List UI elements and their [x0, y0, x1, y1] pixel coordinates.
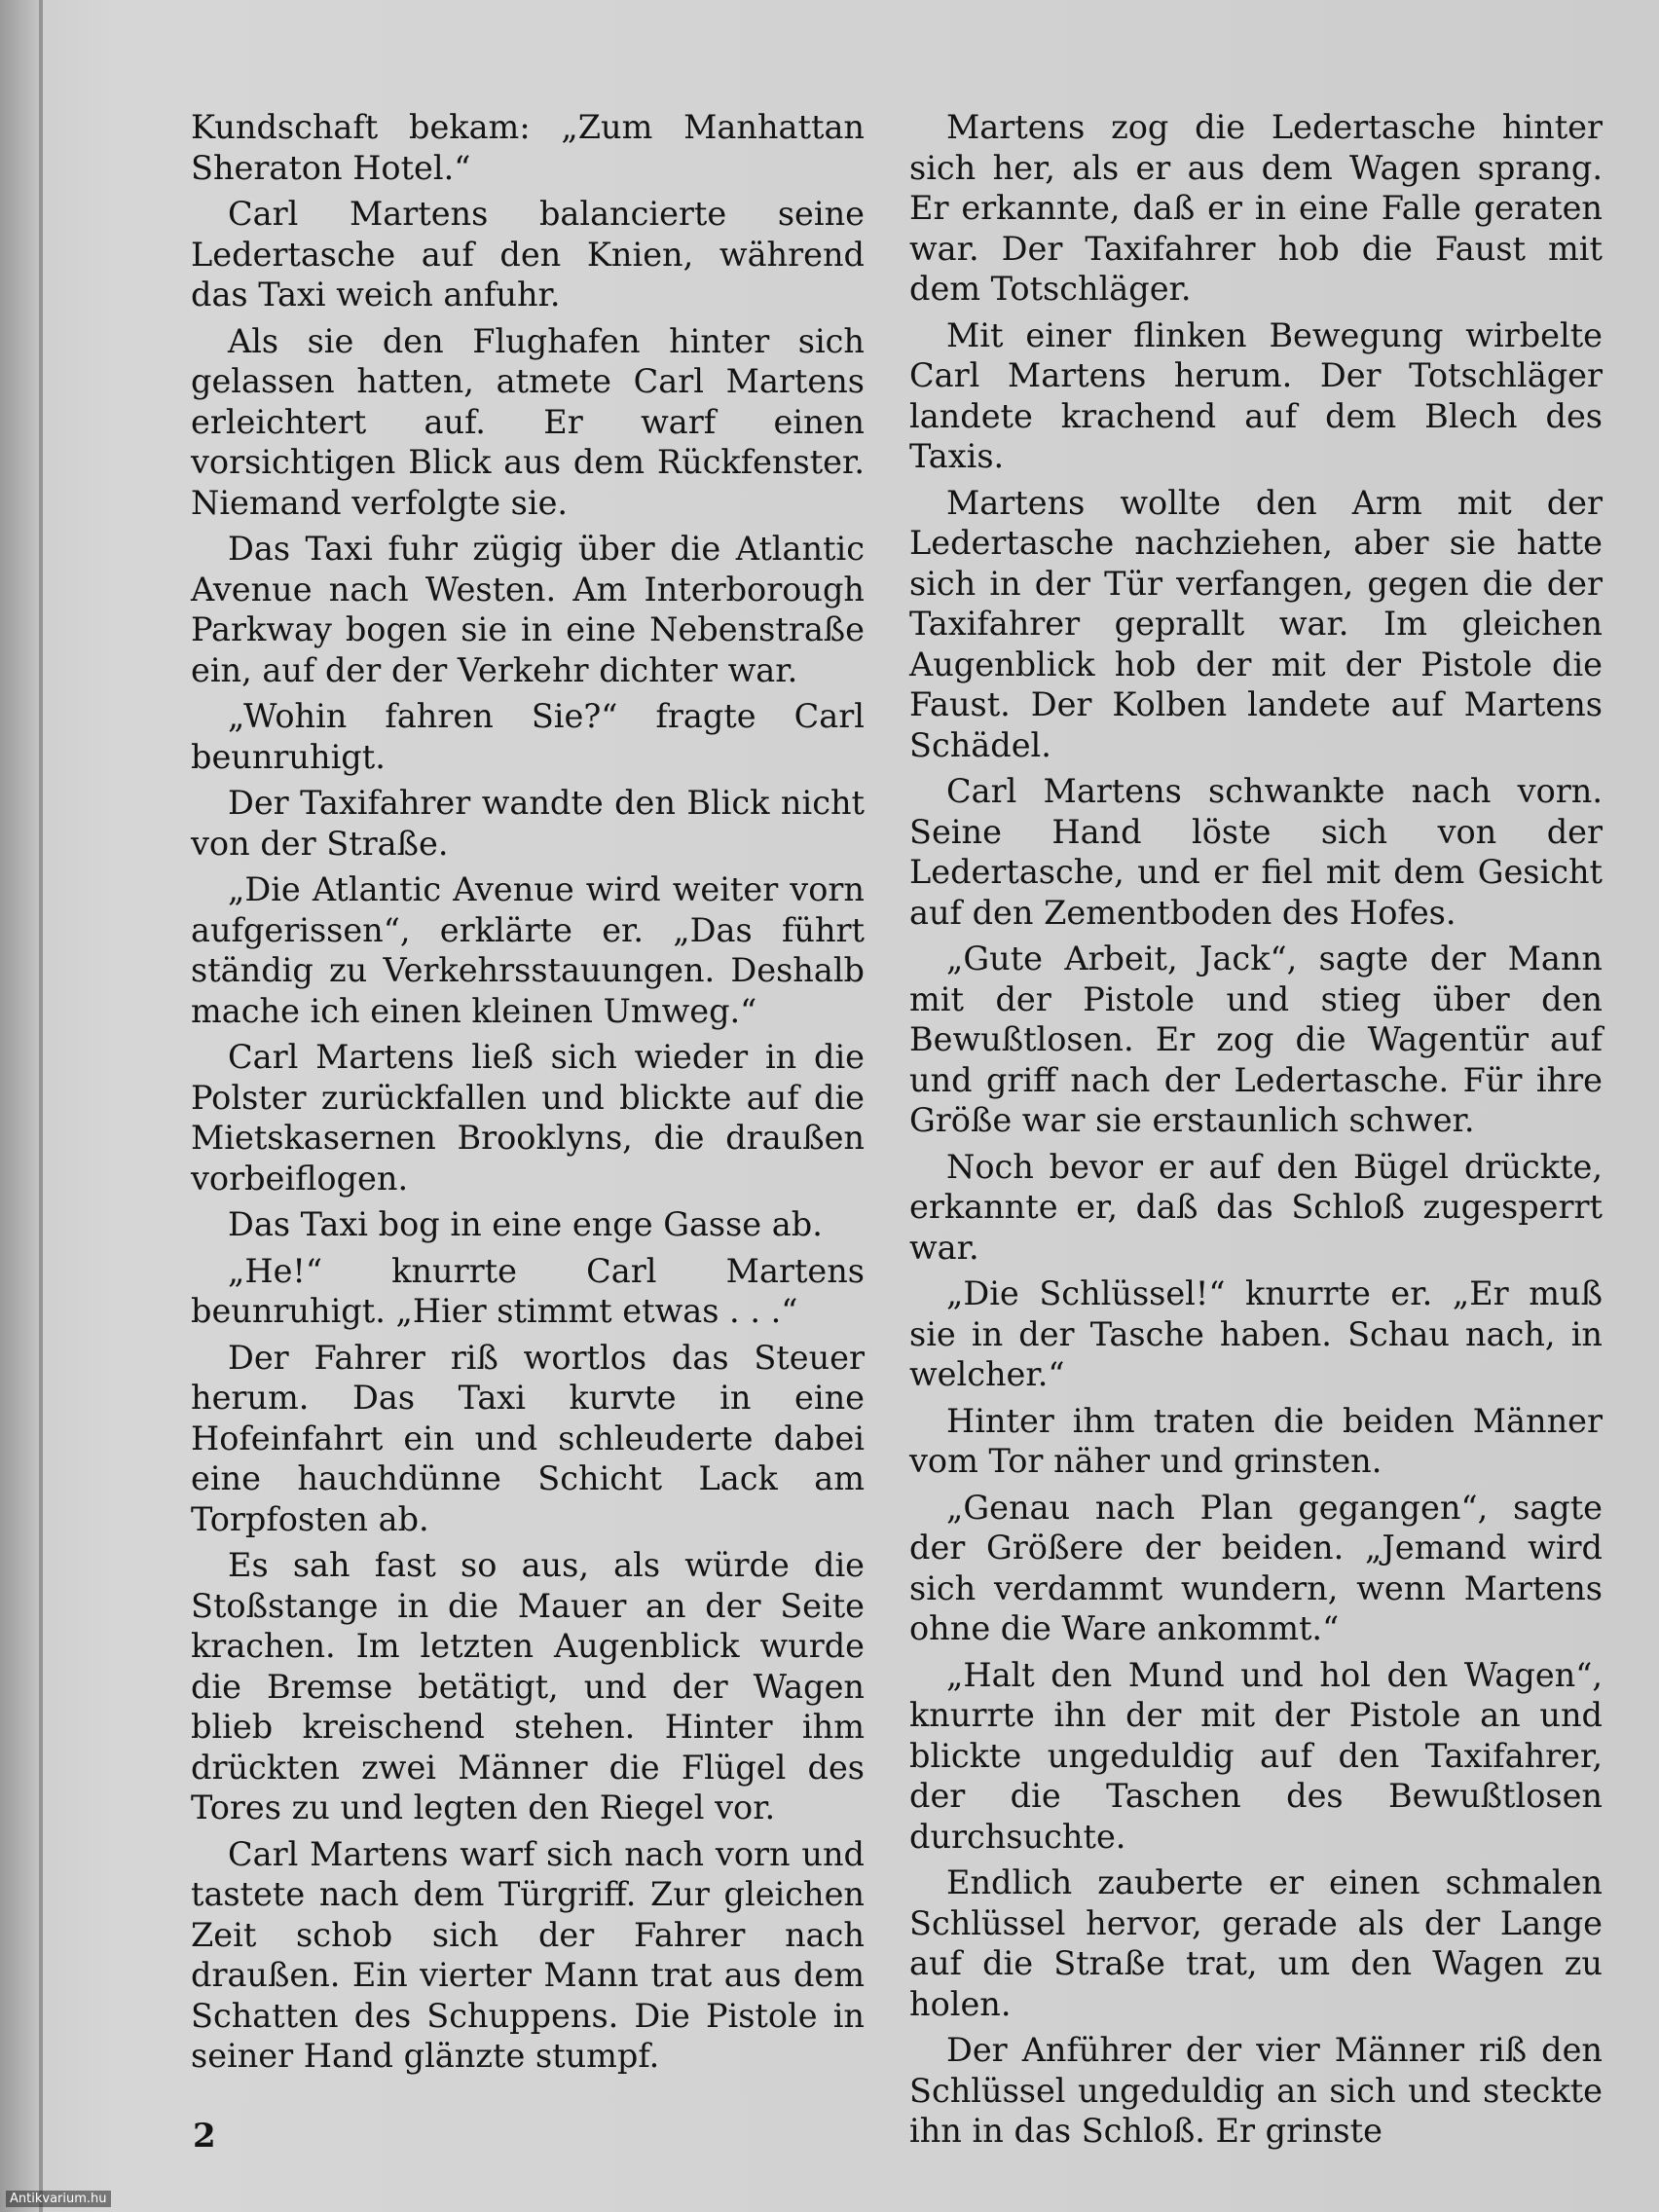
page-spine-line: [39, 0, 43, 2212]
paragraph: Hinter ihm traten die beiden Männer vom Tor näher und grinsten.: [909, 1401, 1603, 1480]
right-text-column: [909, 107, 1603, 2157]
paragraph: „Die Atlantic Avenue wird weiter vorn aufgerissen“, erklärte er. „Das führt ständig zu Verkehrsstauungen. Deshalb mache ich einen kleinen Umweg.“: [191, 870, 865, 1030]
paragraph: Mit einer flinken Bewegung wirbelte Carl Martens herum. Der Totschläger landete krachend auf dem Blech des Taxis.: [909, 315, 1603, 475]
paragraph: Als sie den Flughafen hinter sich gelassen hatten, atmete Carl Martens erleichtert auf. Er warf einen vorsichtigen Blick aus dem Rückfenster. Niemand verfolgte sie.: [191, 321, 865, 522]
paragraph: Noch bevor er auf den Bügel drückte, erkannte er, daß das Schloß zugesperrt war.: [909, 1147, 1603, 1267]
paragraph: „Gute Arbeit, Jack“, sagte der Mann mit der Pistole und stieg über den Bewußtlosen. Er zog die Wagentür auf und griff nach der Ledertasche. Für ihre Größe war sie erstaunlich schwer.: [909, 940, 1603, 1139]
paragraph: Es sah fast so aus, als würde die Stoßstange in die Mauer an der Seite krachen. Im letzten Augenblick wurde die Bremse betätigt, und der Wagen blieb kreischend stehen. Hinter ihm drückten zwei Männer die Flügel des Tores zu und legten den Riegel vor.: [191, 1546, 865, 1826]
paragraph: Das Taxi fuhr zügig über die Atlantic Avenue nach Westen. Am Interborough Parkway bogen sie in eine Nebenstraße ein, auf der der Verkehr dichter war.: [191, 530, 865, 689]
paragraph: Carl Martens ließ sich wieder in die Polster zurückfallen und blickte auf die Mietskasernen Brooklyns, die draußen vorbeiflogen.: [191, 1038, 865, 1198]
paragraph: Endlich zauberte er einen schmalen Schlüssel hervor, gerade als der Lange auf die Straße trat, um den Wagen zu holen.: [909, 1863, 1603, 2023]
paragraph: Der Taxifahrer wandte den Blick nicht von der Straße.: [191, 784, 865, 863]
paragraph: Carl Martens balancierte seine Ledertasche auf den Knien, während das Taxi weich anfuhr.: [191, 195, 865, 313]
paragraph: „He!“ knurrte Carl Martens beunruhigt. „Hier stimmt etwas . . .“: [191, 1251, 865, 1330]
paragraph: Das Taxi bog in eine enge Gasse ab.: [228, 1205, 823, 1243]
page-number: 2: [193, 2117, 216, 2156]
paragraph: Carl Martens schwankte nach vorn. Seine Hand löste sich von der Ledertasche, und er fiel mit dem Gesicht auf den Zementboden des Hofes.: [909, 772, 1603, 932]
paragraph: „Genau nach Plan gegangen“, sagte der Größere der beiden. „Jemand wird sich verdammt wundern, wenn Martens ohne die Ware ankommt.“: [909, 1488, 1603, 1647]
paragraph: Martens zog die Ledertasche hinter sich her, als er aus dem Wagen sprang. Er erkannte, daß er in eine Falle geraten war. Der Taxifahrer hob die Faust mit dem Totschläger.: [909, 108, 1603, 308]
watermark: Antikvarium.hu: [6, 2191, 111, 2207]
paragraph: Der Fahrer riß wortlos das Steuer herum. Das Taxi kurvte in eine Hofeinfahrt ein und schleuderte dabei eine hauchdünne Schicht Lack am Torpfosten ab.: [191, 1338, 865, 1538]
left-text-column: [191, 107, 865, 2083]
paragraph: Der Anführer der vier Männer riß den Schlüssel ungeduldig an sich und steckte ihn in das Schloß. Er grinste: [909, 2031, 1603, 2150]
paragraph: „Halt den Mund und hol den Wagen“, knurrte ihn der mit der Pistole an und blickte ungeduldig auf den Taxifahrer, der die Taschen des Bewußtlosen durchsuchte.: [909, 1655, 1603, 1856]
page-gutter-shadow: [0, 0, 39, 2212]
paragraph: Martens wollte den Arm mit der Ledertasche nachziehen, aber sie hatte sich in der Tür verfangen, gegen die der Taxifahrer geprallt war. Im gleichen Augenblick hob der mit der Pistole die Faust. Der Kolben landete auf Martens Schädel.: [909, 483, 1603, 764]
paragraph: „Die Schlüssel!“ knurrte er. „Er muß sie in der Tasche haben. Schau nach, in welcher.“: [909, 1274, 1603, 1393]
paragraph: Kundschaft bekam: „Zum Manhattan Sheraton Hotel.“: [191, 108, 865, 187]
paragraph: „Wohin fahren Sie?“ fragte Carl beunruhigt.: [191, 697, 865, 776]
paragraph: Carl Martens warf sich nach vorn und tastete nach dem Türgriff. Zur gleichen Zeit schob sich der Fahrer nach draußen. Ein vierter Mann trat aus dem Schatten des Schuppens. Die Pistole in seiner Hand glänzte stumpf.: [191, 1834, 865, 2075]
